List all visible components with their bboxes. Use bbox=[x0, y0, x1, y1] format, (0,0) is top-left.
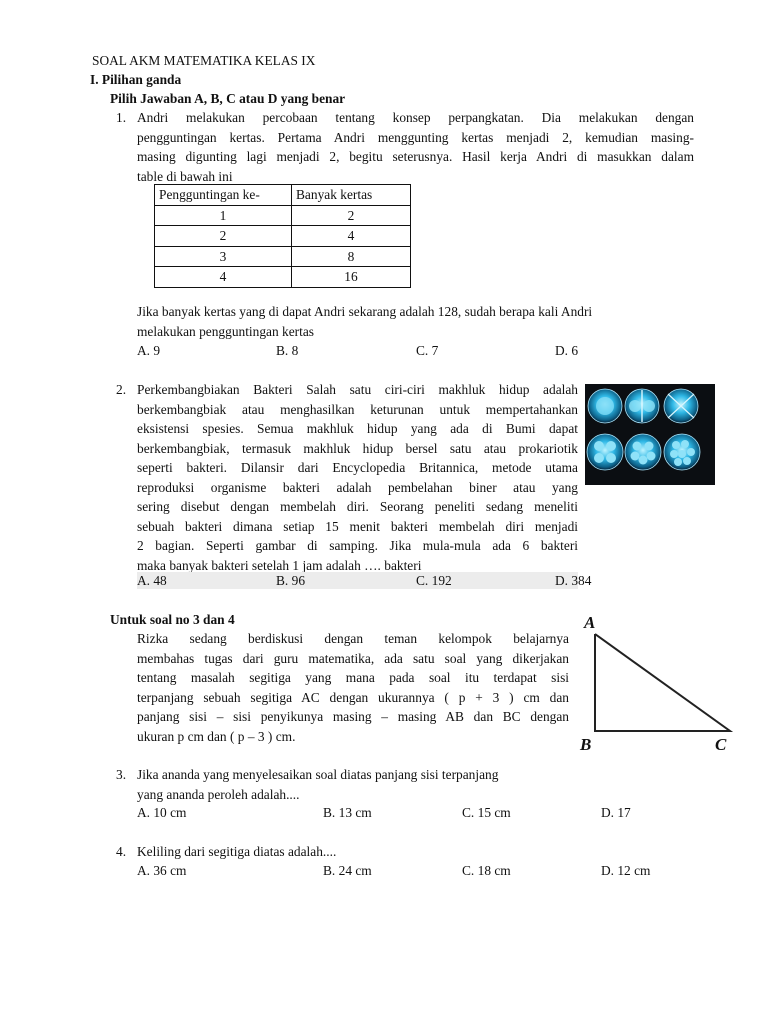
question-2-text bbox=[137, 380, 578, 575]
option-d[interactable]: D. 12 cm bbox=[601, 863, 651, 878]
option-d[interactable]: D. 17 bbox=[601, 805, 631, 820]
question-2-line: sebuah bakteri dimana setiap 15 menit bakteri membelah diri menjadi bbox=[137, 518, 578, 534]
vertex-label-b: B bbox=[580, 735, 592, 754]
question-2-line: berkembangbiak, termasuk makhluk hidup bersel satu atau prokariotik bbox=[137, 440, 578, 456]
table-cell: 4 bbox=[292, 226, 411, 247]
table-cell: 1 bbox=[155, 205, 292, 226]
question-1-prompt-line: Jika banyak kertas yang di dapat Andri sekarang adalah 128, sudah berapa kali Andri bbox=[137, 304, 593, 319]
table-header-row bbox=[155, 185, 411, 206]
question-number-2: 2. bbox=[116, 382, 127, 397]
table-header-cell: Banyak kertas bbox=[292, 185, 411, 206]
table-cell: 4 bbox=[155, 267, 292, 288]
question-2-line: berkembangbiak atau menghasilkan keturunan untuk mempertahankan bbox=[137, 401, 578, 417]
q34-context-line: membahas tugas dari guru matematika, ada satu soal yang dikerjakan bbox=[137, 650, 569, 666]
option-a[interactable]: A. 10 cm bbox=[137, 805, 187, 820]
option-c[interactable]: C. 18 cm bbox=[462, 863, 511, 878]
question-2-line: seperti bakteri. Dilansir dari Encyclopedia Britannica, metode utama bbox=[137, 460, 578, 475]
question-1-prompt bbox=[137, 302, 694, 341]
triangle-shape bbox=[595, 634, 730, 731]
bacteria-division-image bbox=[585, 384, 715, 485]
option-c[interactable]: C. 7 bbox=[416, 343, 439, 358]
table-row bbox=[155, 267, 411, 288]
options-highlight bbox=[137, 572, 578, 589]
question-3-line: Jika ananda yang menyelesaikan soal diatas panjang sisi terpanjang bbox=[137, 767, 499, 782]
question-4-line: Keliling dari segitiga diatas adalah.... bbox=[137, 844, 337, 859]
question-1-text bbox=[137, 108, 694, 186]
option-a[interactable]: A. 9 bbox=[137, 343, 161, 358]
option-a[interactable]: A. 48 bbox=[137, 573, 167, 588]
option-a[interactable]: A. 36 cm bbox=[137, 863, 187, 878]
question-number-3: 3. bbox=[116, 767, 127, 782]
question-2-line: maka banyak bakteri setelah 1 jam adalah …. bakteri bbox=[137, 557, 422, 573]
table-row bbox=[155, 205, 411, 226]
option-b[interactable]: B. 13 cm bbox=[323, 805, 372, 820]
question-1-prompt-line: melakukan pengguntingan kertas bbox=[137, 323, 315, 339]
option-d[interactable]: D. 384 bbox=[555, 573, 592, 588]
section-heading: I. Pilihan ganda bbox=[90, 72, 182, 87]
table-header-cell: Pengguntingan ke- bbox=[155, 185, 292, 206]
question-number-4: 4. bbox=[116, 844, 127, 859]
option-c[interactable]: C. 15 cm bbox=[462, 805, 511, 820]
question-1-line: Andri melakukan percobaan tentang konsep perpangkatan. Dia melakukan dengan bbox=[137, 110, 694, 125]
cutting-table bbox=[154, 184, 411, 288]
table-cell: 2 bbox=[155, 226, 292, 247]
question-2-line: sering disebut dengan membelah diri. Seorang peneliti sedang meneliti bbox=[137, 499, 578, 514]
question-2-line: 2 bagian. Seperti gambar di samping. Jika mula-mula ada 6 bakteri bbox=[137, 538, 578, 553]
question-4-text bbox=[137, 842, 577, 862]
option-d[interactable]: D. 6 bbox=[555, 343, 579, 358]
question-2-line: reproduksi organisme bakteri adalah pembelahan biner atau yang bbox=[137, 479, 578, 495]
document-title: SOAL AKM MATEMATIKA KELAS IX bbox=[92, 53, 316, 68]
question-1-line: pengguntingan kertas. Pertama Andri menggunting kertas menjadi 2, kemudian masing- bbox=[137, 129, 694, 145]
vertex-label-c: C bbox=[715, 735, 727, 754]
q34-context-line: panjang sisi – sisi penyikunya masing – masing AB dan BC dengan bbox=[137, 709, 569, 724]
q34-context-line: tentang masalah segitiga yang mana pada soal itu terdapat sisi bbox=[137, 670, 569, 685]
table-row bbox=[155, 226, 411, 247]
option-b[interactable]: B. 8 bbox=[276, 343, 299, 358]
q34-context-line: ukuran p cm dan ( p – 3 ) cm. bbox=[137, 728, 296, 744]
option-b[interactable]: B. 24 cm bbox=[323, 863, 372, 878]
question-1-line: table di bawah ini bbox=[137, 168, 233, 184]
question-3-line: yang ananda peroleh adalah.... bbox=[137, 786, 300, 802]
q34-context-text bbox=[137, 629, 569, 746]
vertex-label-a: A bbox=[584, 613, 596, 632]
option-c[interactable]: C. 192 bbox=[416, 573, 452, 588]
table-cell: 8 bbox=[292, 246, 411, 267]
option-b[interactable]: B. 96 bbox=[276, 573, 306, 588]
table-cell: 16 bbox=[292, 267, 411, 288]
table-cell: 3 bbox=[155, 246, 292, 267]
question-2-line: Perkembangbiakan Bakteri Salah satu ciri-ciri makhluk hidup adalah bbox=[137, 382, 578, 397]
table-row bbox=[155, 246, 411, 267]
q34-heading: Untuk soal no 3 dan 4 bbox=[110, 612, 235, 627]
table-cell: 2 bbox=[292, 205, 411, 226]
question-number-1: 1. bbox=[116, 110, 127, 125]
q34-context-line: terpanjang sebuah segitiga AC dengan ukurannya ( p + 3 ) cm dan bbox=[137, 689, 569, 705]
bacteria-cells-illustration bbox=[585, 384, 715, 485]
right-triangle-figure bbox=[578, 608, 738, 764]
question-1-line: masing digunting lagi menjadi 2, begitu seterusnya. Hasil kerja Andri di masukkan dalam bbox=[137, 149, 694, 164]
instruction-text: Pilih Jawaban A, B, C atau D yang benar bbox=[110, 91, 346, 106]
question-2-line: eksistensi spesies. Semua makhluk hidup yang ada di Bumi dapat bbox=[137, 421, 578, 436]
question-3-text bbox=[137, 765, 577, 804]
q34-context-line: Rizka sedang berdiskusi dengan teman kelompok belajarnya bbox=[137, 631, 569, 646]
